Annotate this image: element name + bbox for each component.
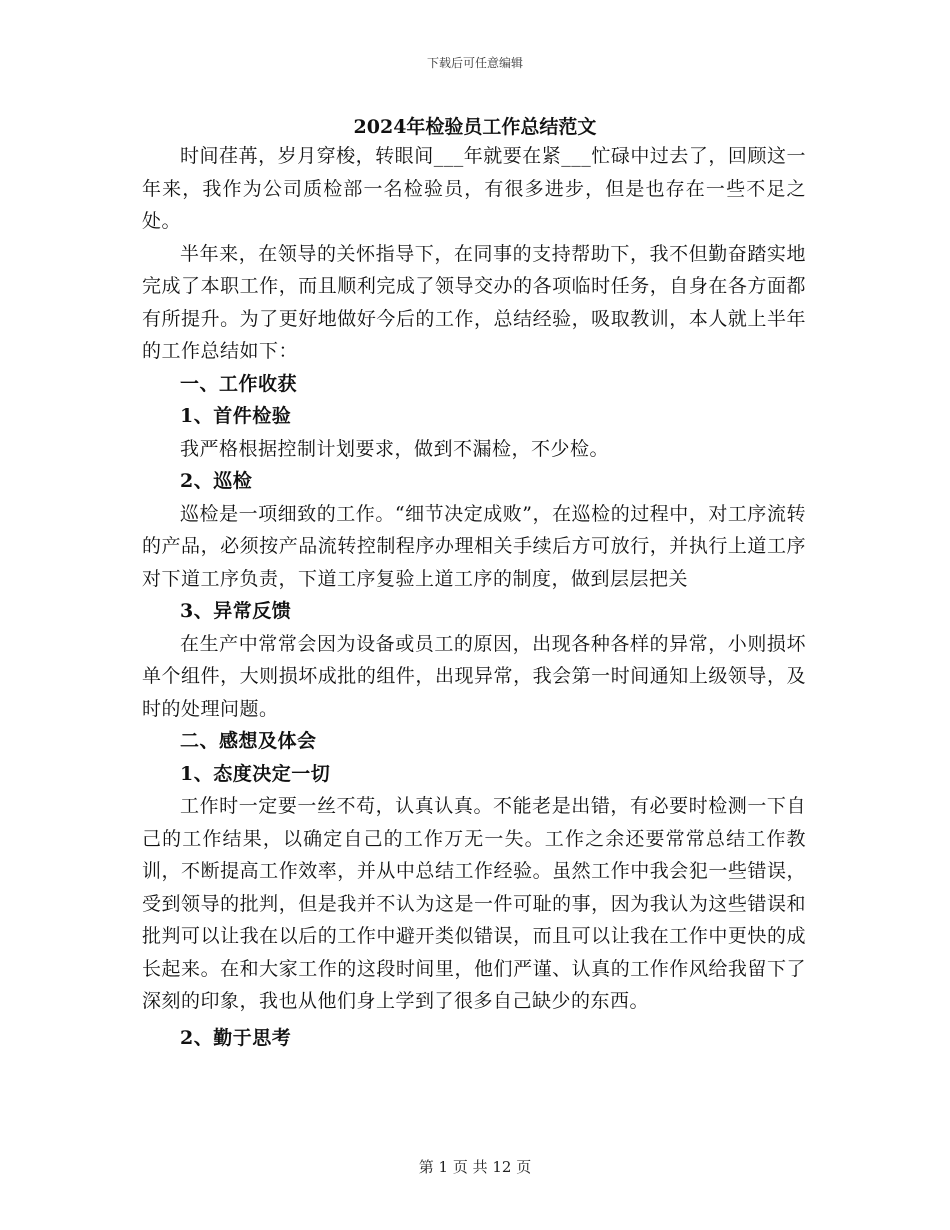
paragraph: 半年来，在领导的关怀指导下，在同事的支持帮助下，我不但勤奋踏实地完成了本职工作，而且顺利完成了领导交办的各项临时任务，自身在各方面都有所提升。为了更好地做好今后的工作，总结经验，吸取教训，本人就上半年的工作总结如下： xyxy=(142,242,806,362)
header-note: 下载后可任意编辑 xyxy=(426,56,523,70)
paragraph: 在生产中常常会因为设备或员工的原因，出现各种各样的异常，小则损坏单个组件，大则损坏成批的组件，出现异常，我会第一时间通知上级领导，及时的处理问题。 xyxy=(142,632,806,720)
subsection-heading: 2、勤于思考 xyxy=(180,1026,292,1049)
subsection-heading: 3、异常反馈 xyxy=(180,600,292,622)
subsection-heading: 2、巡检 xyxy=(180,470,253,492)
subsection-heading: 1、首件检验 xyxy=(180,405,292,427)
section-heading: 一、工作收获 xyxy=(180,372,298,395)
section-heading: 二、感想及体会 xyxy=(180,730,317,752)
paragraph: 我严格根据控制计划要求，做到不漏检，不少检。 xyxy=(180,437,610,460)
paragraph: 巡检是一项细致的工作。“细节决定成败”，在巡检的过程中，对工序流转的产品，必须按产品流转控制程序办理相关手续后方可放行，并执行上道工序对下道工序负责，下道工序复验上道工序的制度，做到层层把关 xyxy=(142,502,806,590)
paragraph: 时间荏苒，岁月穿梭，转眼间___年就要在紧___忙碌中过去了，回顾这一年来，我作为公司质检部一名检验员，有很多进步，但是也存在一些不足之处。 xyxy=(142,145,806,232)
document-body xyxy=(142,140,806,1054)
subsection-heading: 1、态度决定一切 xyxy=(180,762,331,785)
paragraph: 工作时一定要一丝不苟，认真认真。不能老是出错，有必要时检测一下自己的工作结果，以确定自己的工作万无一失。工作之余还要常常总结工作教训，不断提高工作效率，并从中总结工作经验。虽然工作中我会犯一些错误，受到领导的批判，但是我并不认为这是一件可耻的事，因为我认为这些错误和批判可以让我在以后的工作中避开类似错误，而且可以让我在工作中更快的成长起来。在和大家工作的这段时间里，他们严谨、认真的工作作风给我留下了深刻的印象，我也从他们身上学到了很多自己缺少的东西。 xyxy=(142,795,806,1012)
page-number: 第 1 页 共 12 页 xyxy=(418,1158,532,1176)
document-title: 2024年检验员工作总结范文 xyxy=(353,116,597,138)
